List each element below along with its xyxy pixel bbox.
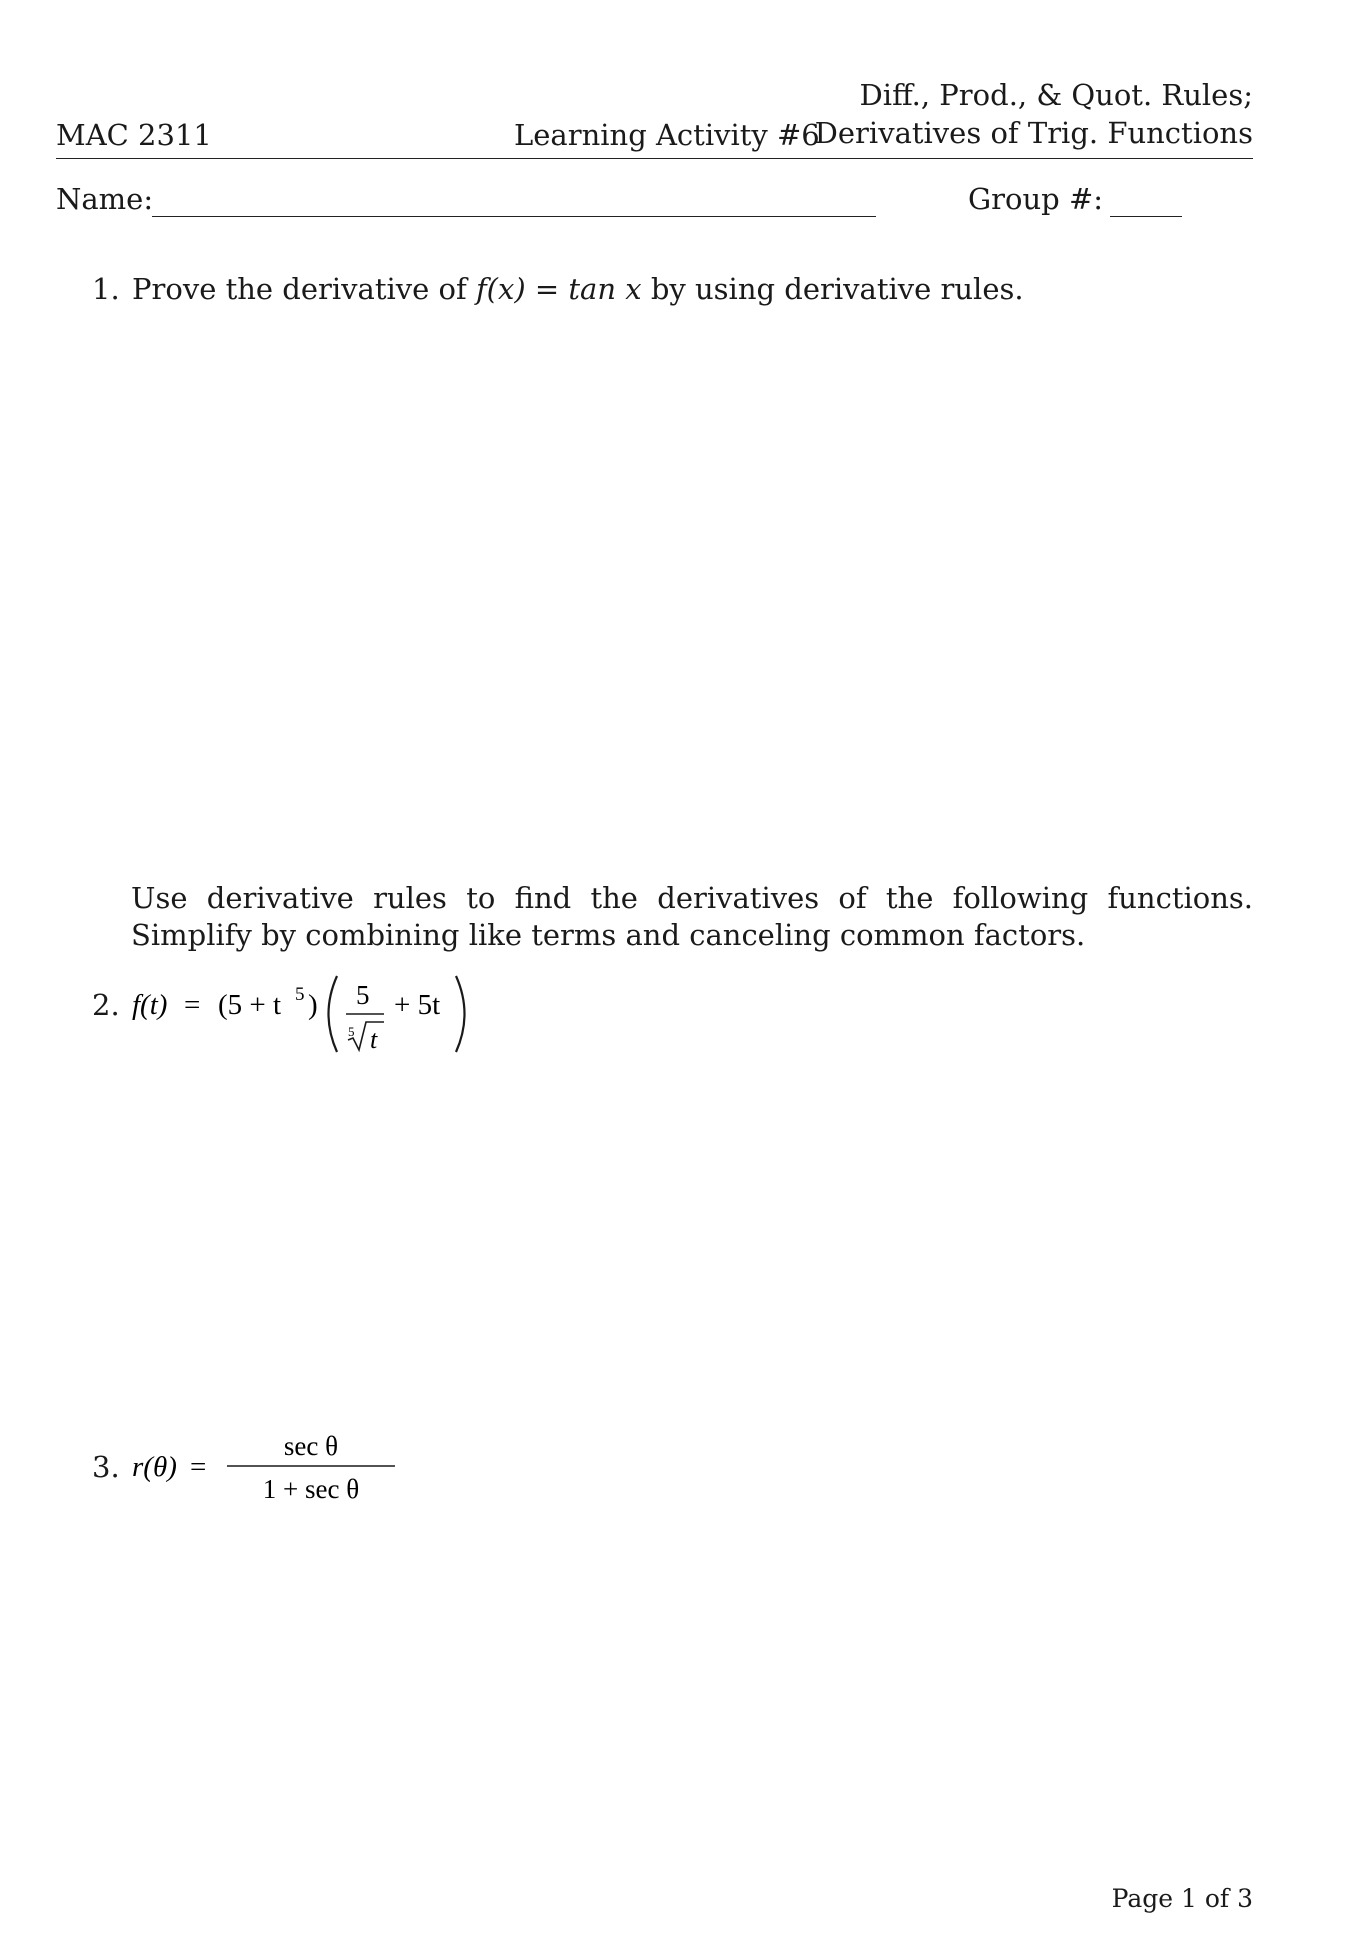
problem-number: 2. <box>92 988 120 1022</box>
eq2-tail: + 5t <box>394 989 441 1021</box>
eq2-frac-numerator: 5 <box>356 980 370 1010</box>
page-number: Page 1 of 3 <box>1111 1884 1253 1913</box>
topic-line-1: Diff., Prod., & Quot. Rules; <box>859 78 1253 112</box>
eq3-equals: = <box>190 1451 207 1483</box>
eq3-frac-numerator: sec θ <box>283 1431 339 1461</box>
problem-text-before: Prove the derivative of <box>132 272 467 306</box>
problem-math: f(x) = tan x <box>475 272 642 306</box>
problem-number: 3. <box>92 1450 120 1484</box>
equation-2 <box>132 970 592 1060</box>
group-field[interactable] <box>1110 216 1182 217</box>
topic-line-2: Derivatives of Trig. Functions <box>814 116 1253 150</box>
eq2-right-paren <box>456 976 465 1052</box>
eq3-lhs: r(θ) <box>132 1451 177 1483</box>
student-info-row <box>56 178 1253 222</box>
problem-text <box>132 272 1024 306</box>
name-field[interactable] <box>152 216 876 217</box>
eq2-lhs: f(t) <box>132 989 168 1021</box>
activity-title: Learning Activity #6 <box>514 118 820 152</box>
problem-number: 1. <box>92 272 120 306</box>
group-label: Group #: <box>968 182 1104 216</box>
eq2-factor: (5 + t <box>218 989 282 1021</box>
eq2-radicand: t <box>370 1025 378 1054</box>
problem-text-after: by using derivative rules. <box>650 272 1024 306</box>
eq2-factor-close: ) <box>308 989 318 1021</box>
instructions: Use derivative rules to find the derivatives of the following functions. Simplify by combining like terms and canceling common factors. <box>131 881 1253 952</box>
problem-3 <box>92 1430 792 1520</box>
eq3-frac-denominator: 1 + sec θ <box>262 1474 360 1504</box>
course-code: MAC 2311 <box>56 118 212 152</box>
name-label: Name: <box>56 182 154 216</box>
equation-3 <box>132 1430 432 1520</box>
problem-2 <box>92 970 792 1060</box>
topic-title <box>815 76 1253 152</box>
page-header <box>56 72 1253 159</box>
eq2-root-index: 5 <box>348 1024 355 1039</box>
eq2-factor-exponent: 5 <box>295 984 305 1005</box>
eq2-equals: = <box>184 989 201 1021</box>
eq2-left-paren <box>329 976 338 1052</box>
